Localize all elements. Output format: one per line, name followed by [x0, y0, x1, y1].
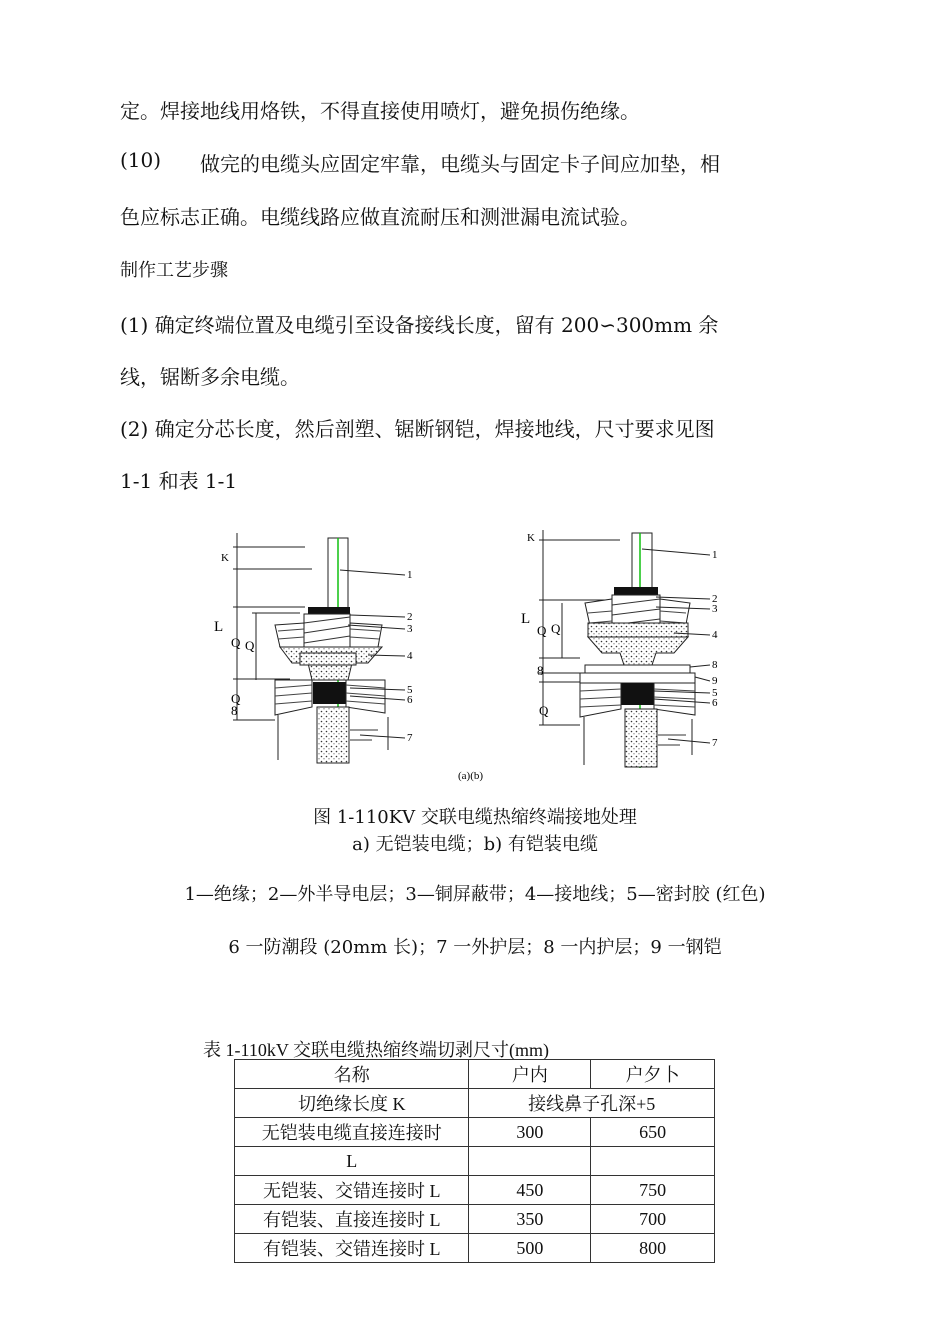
label-b-m2: Q: [551, 621, 561, 636]
figure-legend-line-2: 6 一防潮段 (20mm 长)；7 一外护层；8 一内护层；9 一钢铠: [228, 937, 722, 958]
cell-indoor: 350: [469, 1205, 591, 1234]
figure-panel-a: [233, 533, 405, 763]
table-row: [235, 1089, 715, 1118]
cell-outdoor: 700: [591, 1205, 715, 1234]
callout-b-4: 4: [712, 629, 718, 641]
cell-name: L: [235, 1147, 469, 1176]
cell-name: 无铠装、交错连接时 L: [235, 1176, 469, 1205]
callout-b-5: 5: [712, 687, 718, 699]
table-row: [235, 1176, 715, 1205]
callout-b-7: 7: [712, 737, 718, 749]
item-10-text: 做完的电缆头应固定牢靠，电缆头与固定卡子间应加垫，相: [200, 152, 720, 176]
cell-name: 切绝缘长度 K: [235, 1089, 469, 1118]
cut-dimension-table: [234, 1059, 715, 1263]
step-2-line-1: (2) 确定分芯长度，然后剖塑、锯断钢铠，焊接地线，尺寸要求见图: [120, 417, 715, 441]
cable-termination-figure: [200, 525, 740, 790]
paragraph-line: 色应标志正确。电缆线路应做直流耐压和测泄漏电流试验。: [120, 205, 640, 229]
header-outdoor: 户夕卜: [591, 1060, 715, 1089]
table-row: [235, 1234, 715, 1263]
table-row: [235, 1205, 715, 1234]
callout-b-2: 2: [712, 593, 718, 605]
table-row: [235, 1118, 715, 1147]
callout-b-8: 8: [712, 659, 718, 671]
table-caption: 表 1-110kV 交联电缆热缩终端切剥尺寸(mm): [203, 1040, 549, 1060]
callout-a-4: 4: [407, 650, 413, 662]
label-a-m2: Q: [245, 638, 255, 653]
header-name: 名称: [235, 1060, 469, 1089]
label-k-a: K: [221, 552, 229, 564]
callout-b-9: 9: [712, 675, 718, 687]
figure-subtitle: a) 无铠装电缆；b) 有铠装电缆: [352, 834, 598, 855]
table-row: [235, 1147, 715, 1176]
cell-indoor: 500: [469, 1234, 591, 1263]
label-b-m3: 8: [537, 663, 544, 678]
cell-name: 无铠装电缆直接连接时: [235, 1118, 469, 1147]
figure-sub-caption: (a)(b): [458, 770, 484, 782]
callout-a-2: 2: [407, 611, 413, 623]
label-b-m1: Q: [537, 623, 547, 638]
callout-a-3: 3: [407, 623, 413, 635]
table-header-row: [235, 1060, 715, 1089]
cell-outdoor: 750: [591, 1176, 715, 1205]
step-1-line-2: 线，锯断多余电缆。: [120, 365, 300, 389]
callout-a-6: 6: [407, 694, 413, 706]
cell-name: 有铠装、交错连接时 L: [235, 1234, 469, 1263]
figure-legend-line-1: 1—绝缘；2—外半导电层；3—铜屏蔽带；4—接地线；5—密封胶 (红色): [184, 884, 766, 905]
callout-b-3: 3: [712, 603, 718, 615]
callout-b-6: 6: [712, 697, 718, 709]
cell-outdoor: [591, 1147, 715, 1176]
section-heading: 制作工艺步骤: [120, 260, 228, 281]
figure-caption: 图 1-110KV 交联电缆热缩终端接地处理: [313, 807, 637, 828]
label-a-m1: Q: [231, 635, 241, 650]
cell-indoor: 300: [469, 1118, 591, 1147]
callout-b-1: 1: [712, 549, 718, 561]
figure-panel-b: [539, 530, 710, 768]
label-l-a: L: [214, 619, 224, 635]
cell-outdoor: 650: [591, 1118, 715, 1147]
callout-a-5: 5: [407, 684, 413, 696]
header-indoor: 户内: [469, 1060, 591, 1089]
callout-a-1: 1: [407, 569, 413, 581]
label-a-m3: Q: [231, 691, 241, 706]
item-10-number: (10): [120, 148, 162, 172]
step-1-line-1: (1) 确定终端位置及电缆引至设备接线长度，留有 200∽300mm 余: [120, 313, 719, 337]
label-k-b: K: [527, 532, 535, 544]
paragraph-line: 定。焊接地线用烙铁，不得直接使用喷灯，避免损伤绝缘。: [120, 99, 640, 123]
label-a-m4: 8: [231, 703, 238, 718]
cell-value: 接线鼻子孔深+5: [469, 1089, 715, 1118]
cell-indoor: [469, 1147, 591, 1176]
step-2-line-2: 1-1 和表 1-1: [120, 469, 238, 493]
callout-a-7: 7: [407, 732, 413, 744]
label-b-m4: Q: [539, 703, 549, 718]
cell-indoor: 450: [469, 1176, 591, 1205]
cell-name: 有铠装、直接连接时 L: [235, 1205, 469, 1234]
cell-outdoor: 800: [591, 1234, 715, 1263]
label-l-b: L: [521, 611, 531, 627]
